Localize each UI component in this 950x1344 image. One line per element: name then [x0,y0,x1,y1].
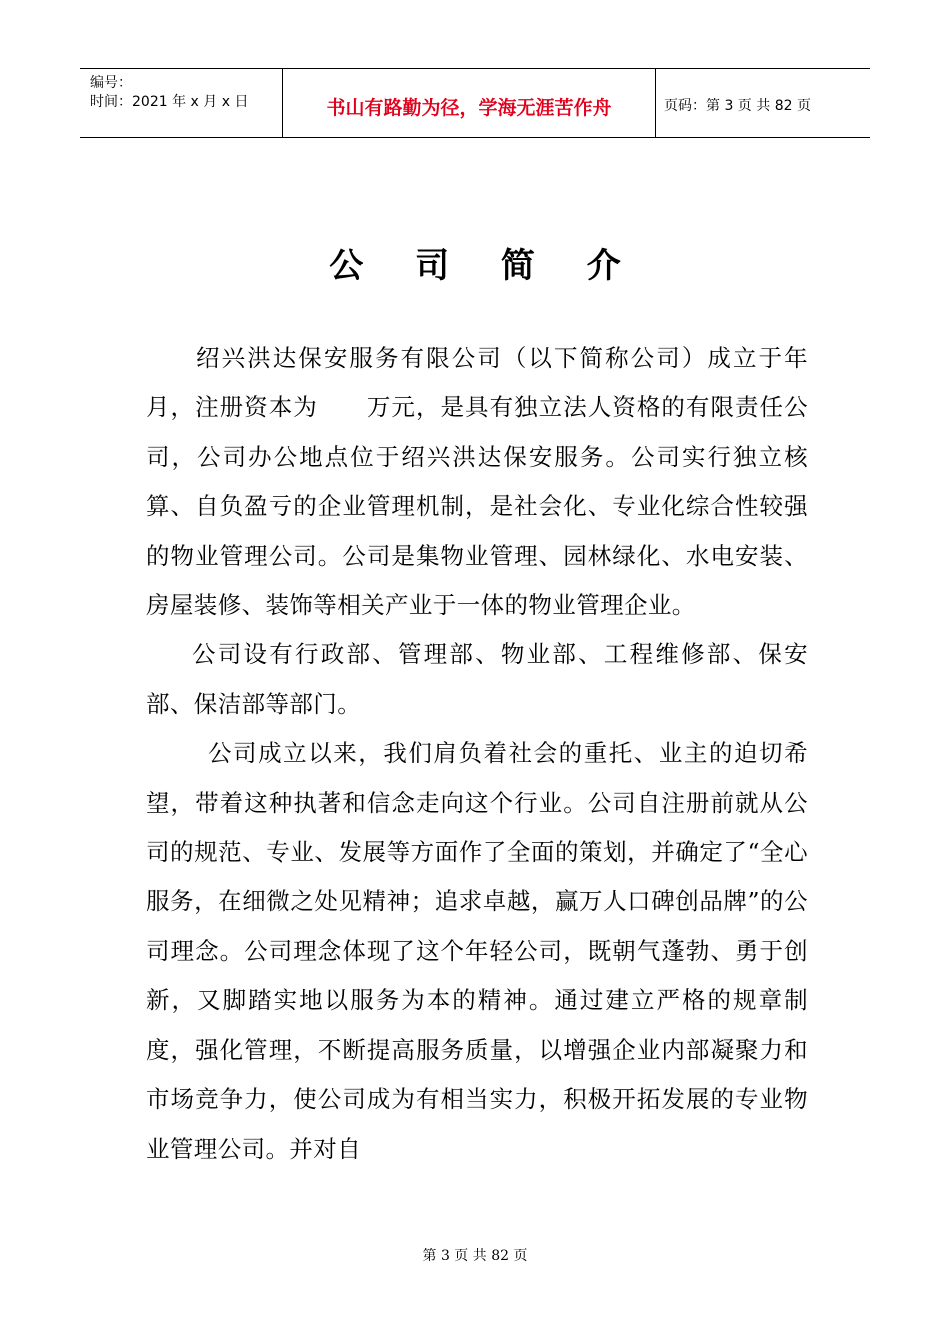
header-meta-cell [80,69,283,137]
page-footer: 第 3 页 共 82 页 [422,1248,528,1264]
paragraph-departments: 公司设有行政部、管理部、物业部、工程维修部、保安部、保洁部等部门。 [146,640,808,718]
header-motto-cell [283,69,656,137]
header-motto: 书山有路勤为径，学海无涯苦作舟 [326,97,612,119]
header-page-cell [656,69,870,137]
page-header [80,68,870,138]
document-number-label: 编号： [90,75,132,91]
header-page-info: 页码：第 3 页 共 82 页 [664,98,811,114]
paragraph-philosophy: 公司成立以来，我们肩负着社会的重托、业主的迫切希望，带着这种执著和信念走向这个行业。公司自注册前就从公司的规范、专业、发展等方面作了全面的策划，并确定了“全心服务，在细微之处见精神；追求卓越，赢万人口碑创品牌”的公司理念。公司理念体现了这个年轻公司，既朝气蓬勃、勇于创新，又脚踏实地以服务为本的精神。通过建立严格的规章制度，强化管理，不断提高服务质量，以增强企业内部凝聚力和市场竞争力，使公司成为有相当实力，积极开拓发展的专业物业管理公司。并对自 [146,739,808,1163]
document-body [146,334,808,1174]
paragraph-company-intro: 绍兴洪达保安服务有限公司（以下简称公司）成立于年月，注册资本为 万元，是具有独立法人资格的有限责任公司，公司办公地点位于绍兴洪达保安服务。公司实行独立核算、自负盈亏的企业管理机制，是社会化、专业化综合性较强的物业管理公司。公司是集物业管理、园林绿化、水电安装、房屋装修、装饰等相关产业于一体的物业管理企业。 [146,344,808,620]
document-time-label: 时间：2021 年 x 月 x 日 [90,94,249,110]
document-title: 公 司 简 介 [329,246,641,286]
